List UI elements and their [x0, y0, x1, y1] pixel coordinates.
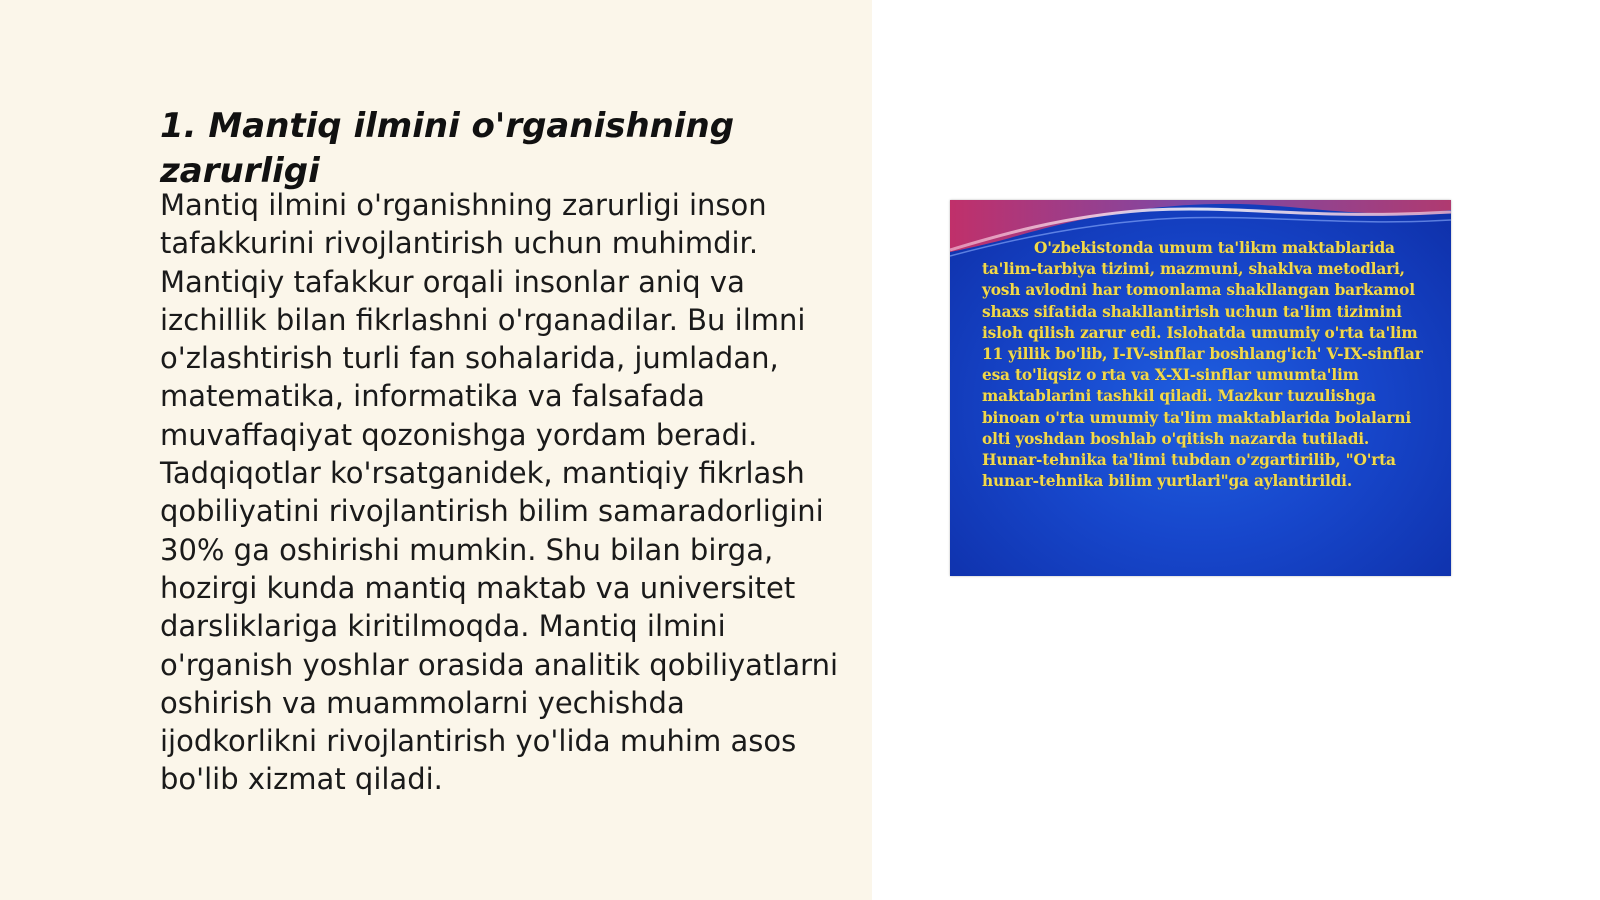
slide-body-text: Mantiq ilmini o'rganishning zarurligi inson tafakkurini rivojlantirish uchun muhimdir. Mantiqiy tafakkur orqali insonlar aniq va izchillik bilan fikrlashni o'rganadilar. Bu ilmni o'zlashtirish turli fan sohalarida, jumladan, matematika, informatika va falsafada muvaffaqiyat qozonishga yordam beradi. Tadqiqotlar ko'rsatganidek, mantiqiy fikrlash qobiliyatini rivojlantirish bilim samaradorligini 30% ga oshirishi mumkin. Shu bilan birga, hozirgi kunda mantiq maktab va universitet darsliklariga kiritilmoqda. Mantiq ilmini o'rganish yoshlar orasida analitik qobiliyatlarni oshirish va muammolarni yechishda ijodkorlikni rivojlantirish yo'lida muhim asos bo'lib xizmat qiladi. — [160, 188, 839, 797]
slide-picture — [950, 200, 1451, 576]
image-embedded-text: O'zbekistonda umum ta'likm maktablarida ta'lim-tarbiya tizimi, mazmuni, shaklva metodlari, yosh avlodni har tomonlama shakllangan barkamol shaxs sifatida shakllantirish uchun ta'lim tizimini isloh qilish zarur edi. Islohatda umumiy o'rta ta'lim 11 yillik bo'lib, I-IV-sinflar boshlang'ich' V-IX-sinflar esa to'liqsiz o rta va X-XI-sinflar umumta'lim maktablarini tashkil qiladi. Mazkur tuzulishga binoan o'rta umumiy ta'lim maktablarida bolalarni olti yoshdan boshlab o'qitish nazarda tutiladi. Hunar-tehnika ta'limi tubdan o'zgartirilib, "O'rta hunar-tehnika bilim yurtlari"ga aylantirildi. — [982, 239, 1423, 491]
slide-title: 1. Mantiq ilmini o'rganishning zarurligi — [160, 106, 735, 191]
